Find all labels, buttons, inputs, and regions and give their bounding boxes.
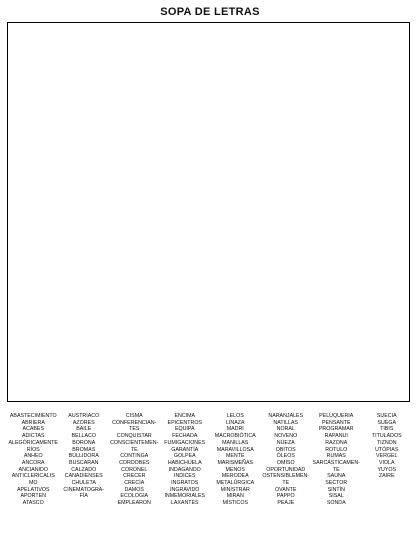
word-list-item: MACROBIÓTICA	[214, 433, 256, 440]
grid-row	[12, 38, 407, 49]
word-list-item: SUECIA	[376, 413, 397, 419]
word-list-item: SARCÁSTICAMEN-	[312, 459, 360, 466]
word-list-item: FECHADA	[172, 433, 198, 440]
word-list-item: PROGRAMAR	[318, 426, 354, 433]
word-column	[8, 413, 59, 507]
word-list-item: INMEMORIALES	[164, 493, 206, 500]
word-list-item: PAPPO	[276, 493, 295, 500]
grid-row	[12, 340, 407, 351]
word-list-item: ANTICLERICALIS	[11, 473, 55, 480]
word-list-item: ZAIRE	[378, 473, 395, 480]
word-list-item: INGRATOS	[171, 480, 199, 487]
word-list-item: CONQUISTAR	[116, 433, 152, 440]
grid-row	[12, 351, 407, 362]
grid-row	[12, 150, 407, 161]
grid-row	[12, 161, 407, 172]
word-list-item: MARISMEÑAS	[217, 459, 254, 466]
word-column	[59, 413, 110, 507]
word-list-item: ANCIANIDO	[18, 466, 48, 473]
word-list-item: METALÚRGICA	[216, 480, 255, 487]
word-list-item: CONFERENCIAN-	[112, 419, 157, 426]
word-list-item: MINISTRAR	[220, 486, 250, 493]
word-list-item: LELOS	[226, 413, 244, 419]
word-list-item: CALZADO	[71, 466, 97, 473]
grid-row	[12, 228, 407, 239]
grid-row	[12, 27, 407, 38]
grid-row	[12, 128, 407, 139]
word-list-item: VIOLA	[378, 459, 395, 466]
grid-row	[12, 284, 407, 295]
word-list-item: EQUIPA	[174, 426, 195, 433]
word-list-item: RÍOS	[26, 446, 40, 453]
word-list-item: ANCORA	[21, 459, 45, 466]
grid-row	[12, 206, 407, 217]
word-list-item: OPORTUNIDAD	[266, 466, 306, 473]
letter-grid-frame	[7, 22, 410, 402]
grid-row	[12, 273, 407, 284]
grid-row	[12, 374, 407, 385]
word-list-item: TITULADOS	[371, 433, 402, 440]
word-list-item: OMISO	[276, 459, 295, 466]
word-column	[160, 413, 211, 507]
word-list-item: APORTEN	[20, 493, 46, 500]
grid-row	[12, 172, 407, 183]
word-list-item: INGRAVIDO	[170, 486, 200, 493]
word-list-item: NARANJALES	[268, 413, 304, 419]
word-list-item: ADICTAS	[21, 433, 45, 440]
word-list-item: BAILE	[76, 426, 92, 433]
word-list-item: ABASTECIMIENTO	[9, 413, 57, 419]
word-list-item: ROTULO	[325, 446, 348, 453]
word-list-item: PENSANTE	[321, 419, 351, 426]
word-list-item: ATASCO	[22, 500, 44, 507]
word-list-item: SONDA	[326, 500, 346, 507]
word-list-item: PELUQUERIA	[319, 413, 354, 419]
word-list-item: CRECER	[123, 473, 146, 480]
word-list-item: SINTÍN	[327, 486, 345, 493]
grid-row	[12, 184, 407, 195]
word-list-item: MO	[28, 480, 38, 487]
word-list-item: INDICES	[174, 473, 196, 480]
word-list-item: ALEGÓRICAMENTE	[8, 439, 58, 446]
word-list-item: EPICENTROS	[167, 419, 202, 426]
word-list-item: ÓLEOS	[276, 453, 295, 460]
word-list-item: BROMAS	[72, 446, 96, 453]
grid-row	[12, 117, 407, 128]
word-list-item: GOLPEA	[173, 453, 196, 460]
word-list-item: CONTINGA	[120, 453, 149, 460]
word-list-item: RUMAS	[326, 453, 346, 460]
word-list-item: OBITOS	[275, 446, 296, 453]
word-list-item: AZORES	[72, 419, 95, 426]
word-list-item: BULLIDORA	[68, 453, 99, 460]
word-list-item: MENOS	[225, 466, 245, 473]
word-list-item: LAXANTES	[170, 500, 199, 507]
grid-row	[12, 83, 407, 94]
word-list-item: ABRIERA	[21, 419, 45, 426]
word-list-item: CISMA	[125, 413, 143, 419]
word-list-item: MANILLAS	[222, 439, 249, 446]
word-list-item: MADRI	[226, 426, 244, 433]
word-list-item: INDAGANDO	[168, 466, 201, 473]
word-list-item: SUEGA	[377, 419, 397, 426]
grid-row	[12, 329, 407, 340]
grid-row	[12, 307, 407, 318]
grid-row	[12, 217, 407, 228]
word-column	[210, 413, 261, 507]
grid-row	[12, 385, 407, 396]
word-list-item: TES	[129, 426, 140, 433]
word-list-item: CORONEL	[121, 466, 148, 473]
grid-row	[12, 251, 407, 262]
word-list-item: MÍSTICOS	[222, 500, 249, 507]
word-list-item: RAZONA	[325, 439, 348, 446]
word-list-item: RAPANUI	[324, 433, 348, 440]
word-list-item: NOVENO	[274, 433, 298, 440]
grid-row	[12, 262, 407, 273]
word-list-item: FUMIGACIONES	[164, 439, 206, 446]
word-list-item: CRECÍA	[124, 480, 145, 487]
word-list-item: TE	[130, 446, 138, 453]
word-list-item: ACABES	[22, 426, 44, 433]
word-list-item: YUYOS	[377, 466, 397, 473]
grid-row	[12, 363, 407, 374]
grid-row	[12, 396, 407, 407]
grid-row	[12, 72, 407, 83]
word-list-item: OSTENSIBLEMEN-	[262, 473, 310, 480]
word-list-item: DAMOS	[124, 486, 144, 493]
word-list-item: MERODEA	[221, 473, 249, 480]
word-list-item: ECOLOGIA	[120, 493, 149, 500]
word-list-item: MARAVILLOSA	[216, 446, 254, 453]
page-title: SOPA DE LETRAS	[160, 6, 260, 18]
grid-row	[12, 195, 407, 206]
word-list-item: NORAL	[276, 426, 295, 433]
word-list-item: HABICHUELA	[167, 459, 202, 466]
word-list-item: CANADIENSES	[64, 473, 103, 480]
word-list-item: PEAJE	[277, 500, 295, 507]
word-list-item: ENCIMA	[174, 413, 196, 419]
word-list-item: ANHEO	[23, 453, 43, 460]
word-list-item: CHULETA	[71, 480, 96, 487]
word-list-item: TIBIS	[380, 426, 394, 433]
grid-row	[12, 318, 407, 329]
word-list-item: NATILLAS	[273, 419, 299, 426]
word-list-item: FÍA	[79, 493, 88, 500]
word-list-item: TE	[282, 480, 290, 487]
grid-row	[12, 94, 407, 105]
grid-row	[12, 49, 407, 60]
word-list	[8, 413, 412, 507]
word-list-item: BORONA	[72, 439, 96, 446]
word-column	[362, 413, 413, 507]
word-list-item: TE	[332, 466, 340, 473]
word-list-item: EMPLEARON	[117, 500, 151, 507]
grid-row	[12, 240, 407, 251]
word-list-item: OVANTE	[275, 486, 297, 493]
word-column	[311, 413, 362, 507]
word-list-item: BELLACO	[71, 433, 96, 440]
word-list-item: TIZNON	[376, 439, 397, 446]
word-list-item: MIRAN	[226, 493, 244, 500]
word-list-item: AUSTRIACO	[68, 413, 100, 419]
grid-row	[12, 296, 407, 307]
word-list-item: MENTE	[225, 453, 245, 460]
word-list-item: APELATIVOS	[16, 486, 50, 493]
grid-row	[12, 139, 407, 150]
word-list-item: VERGEL	[376, 453, 398, 460]
word-list-item: SAUNA	[327, 473, 346, 480]
word-list-item: GARANTÍA	[171, 446, 199, 453]
word-column	[261, 413, 312, 507]
word-list-item: UTÓPIAS	[375, 446, 399, 453]
word-column	[109, 413, 160, 507]
word-list-item: SECTOR	[325, 480, 348, 487]
grid-row	[12, 61, 407, 72]
word-list-item: BUSCARAN	[69, 459, 99, 466]
word-list-item: CONSCIENTEMEN-	[110, 439, 159, 446]
word-list-item: CINEMATOGRA-	[63, 486, 105, 493]
word-list-item: CORDOBES	[119, 459, 150, 466]
word-list-item: SISAL	[328, 493, 344, 500]
grid-row	[12, 105, 407, 116]
word-list-item: NUEZA	[276, 439, 295, 446]
word-list-item: LINAZA	[225, 419, 245, 426]
